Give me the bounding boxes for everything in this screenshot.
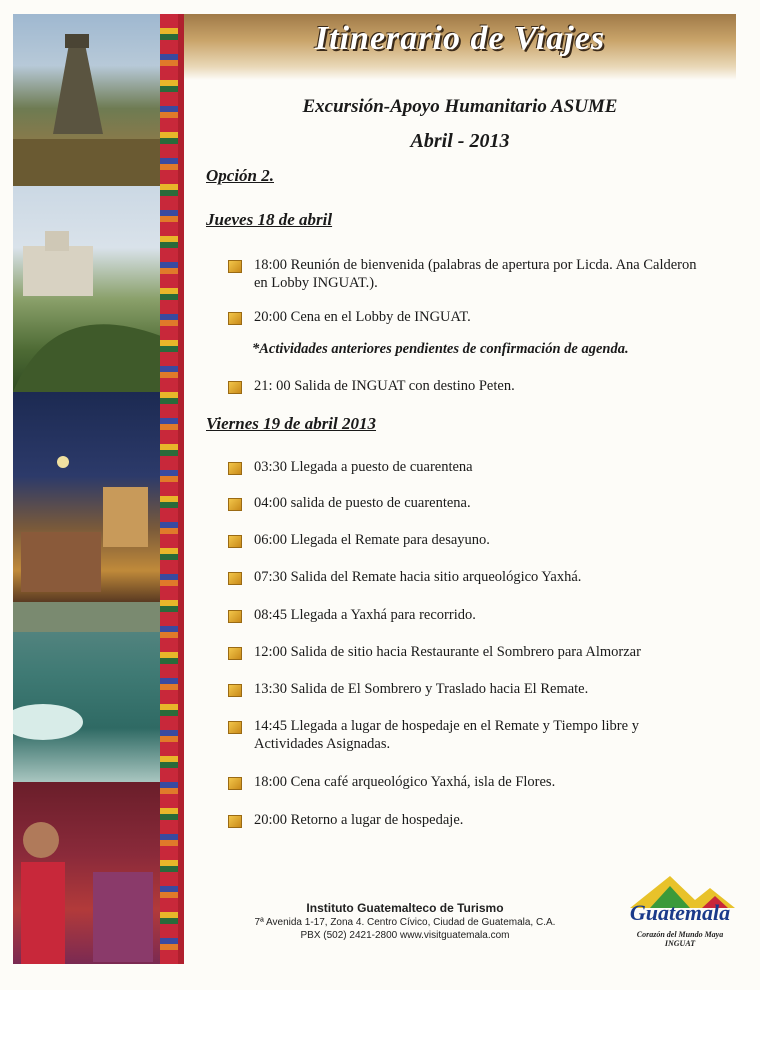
city-night-image	[13, 392, 161, 602]
footer-contact-line: PBX (502) 2421-2800 www.visitguatemala.com	[300, 930, 510, 941]
photo-colonial-church	[13, 186, 161, 392]
logo-wordmark: Guatemala	[629, 900, 731, 925]
item-text: 03:30 Llegada a puesto de cuarentena	[254, 459, 473, 475]
list-item	[228, 643, 698, 661]
square-bullet-icon	[228, 610, 242, 623]
option-heading: Opción 2.	[206, 166, 274, 185]
square-bullet-icon	[228, 498, 242, 511]
church-image	[13, 186, 161, 392]
header-banner	[184, 14, 736, 80]
item-text: 06:00 Llegada el Remate para desayuno.	[254, 532, 490, 548]
item-text: 21: 00 Salida de INGUAT con destino Peten.	[254, 378, 515, 394]
list-item	[228, 680, 698, 698]
logo-agency: INGUAT	[664, 939, 696, 948]
list-item	[228, 773, 698, 791]
item-text: 14:45 Llegada a lugar de hospedaje en el Remate y Tiempo libre y Actividades Asignadas.	[254, 718, 639, 752]
photo-maya-temple	[13, 14, 161, 186]
square-bullet-icon	[228, 260, 242, 273]
excursion-date: Abril - 2013	[410, 130, 510, 152]
square-bullet-icon	[228, 312, 242, 325]
list-item	[228, 377, 698, 395]
day-heading-friday: Viernes 19 de abril 2013	[206, 414, 377, 433]
square-bullet-icon	[228, 462, 242, 475]
photo-river-waterfall	[13, 602, 161, 782]
list-item	[228, 308, 698, 326]
item-text: 18:00 Cena café arqueológico Yaxhá, isla de Flores.	[254, 774, 556, 790]
day-heading-thursday: Jueves 18 de abril	[206, 210, 333, 229]
square-bullet-icon	[228, 647, 242, 660]
list-item	[228, 531, 698, 549]
square-bullet-icon	[228, 777, 242, 790]
page-title: Itinerario de Viajes	[314, 20, 606, 57]
photo-girl-textiles	[13, 782, 161, 964]
pending-confirmation-note: *Actividades anteriores pendientes de confirmación de agenda.	[252, 341, 629, 357]
item-text: 08:45 Llegada a Yaxhá para recorrido.	[254, 607, 476, 623]
girl-textiles-image	[13, 782, 161, 964]
list-item	[228, 458, 698, 476]
footer-address: 7ª Avenida 1-17, Zona 4. Centro Cívico, Ciudad de Guatemala, C.A.	[254, 917, 556, 928]
list-item	[228, 568, 698, 586]
band-edge	[178, 14, 184, 964]
square-bullet-icon	[228, 684, 242, 697]
item-text: 20:00 Retorno a lugar de hospedaje.	[254, 812, 464, 828]
item-text: 04:00 salida de puesto de cuarentena.	[254, 495, 471, 511]
river-image	[13, 602, 161, 782]
square-bullet-icon	[228, 721, 242, 734]
item-text: 20:00 Cena en el Lobby de INGUAT.	[254, 309, 471, 325]
list-item	[228, 494, 698, 512]
guatemala-logo	[620, 870, 740, 950]
logo-tagline-text: Corazón del Mundo Maya	[636, 930, 724, 939]
item-text: 07:30 Salida del Remate hacia sitio arqueológico Yaxhá.	[254, 569, 582, 585]
list-item	[228, 811, 698, 829]
maya-temple-image	[13, 14, 161, 186]
item-text: 13:30 Salida de El Sombrero y Traslado hacia El Remate.	[254, 681, 589, 697]
blank-margin	[0, 990, 760, 1045]
footer-contact	[230, 901, 580, 941]
square-bullet-icon	[228, 572, 242, 585]
item-text: 18:00 Reunión de bienvenida (palabras de apertura por Licda. Ana Calderon en Lobby INGUAT.).	[254, 257, 697, 291]
list-item	[228, 717, 698, 753]
footer-org-name: Instituto Guatemalteco de Turismo	[306, 901, 504, 915]
list-item	[228, 256, 698, 292]
list-item	[228, 606, 698, 624]
logo-tagline	[620, 930, 740, 948]
square-bullet-icon	[228, 381, 242, 394]
photo-city-night	[13, 392, 161, 602]
excursion-subtitle: Excursión-Apoyo Humanitario ASUME	[302, 96, 618, 117]
square-bullet-icon	[228, 815, 242, 828]
square-bullet-icon	[228, 535, 242, 548]
item-text: 12:00 Salida de sitio hacia Restaurante el Sombrero para Almorzar	[254, 644, 641, 660]
